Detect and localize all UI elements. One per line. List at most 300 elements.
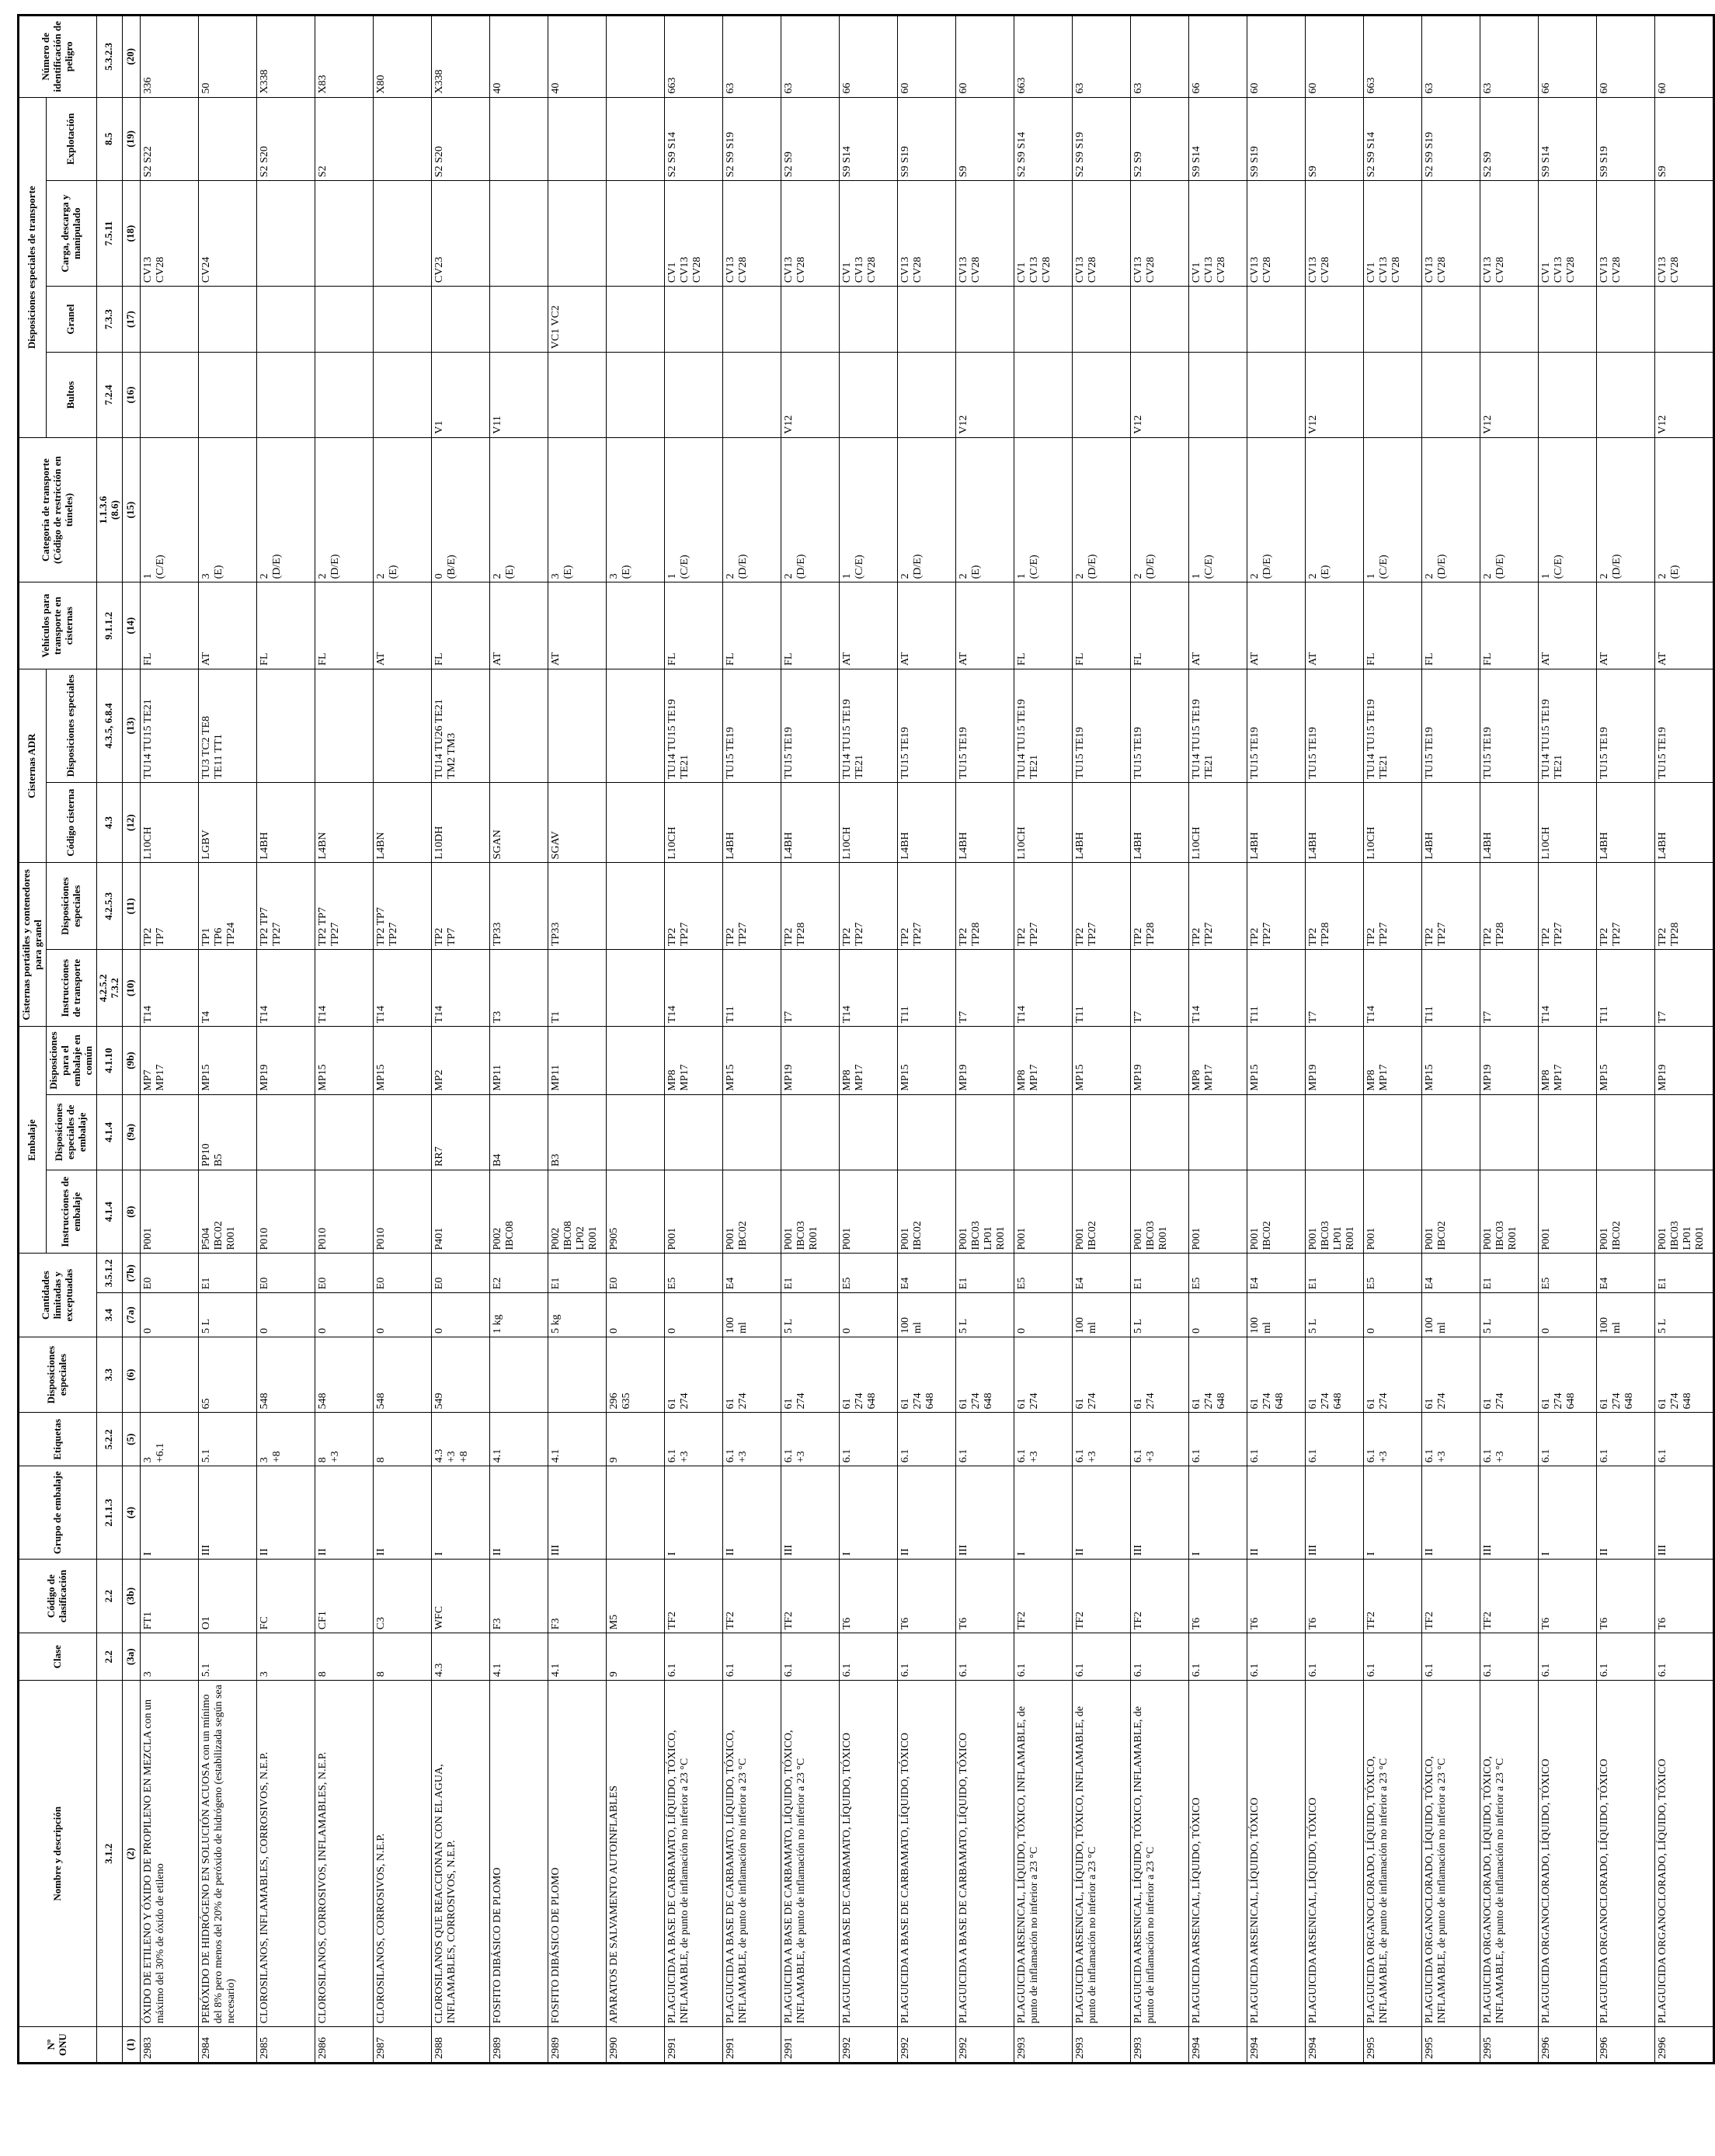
reference-cell: 9.1.1.2 <box>96 582 122 669</box>
table-row <box>1480 16 1538 2064</box>
table-cell: T6 <box>839 1559 897 1633</box>
table-cell: TU14 TU15 TE21 <box>140 669 198 782</box>
table-cell <box>1014 287 1072 353</box>
table-cell: CV1 CV13 CV28 <box>1363 181 1421 287</box>
table-cell: E0 <box>606 1254 664 1293</box>
table-cell: TU3 TC2 TE8 TE11 TT1 <box>198 669 256 782</box>
table-cell: E4 <box>722 1254 781 1293</box>
col-clase: Clase <box>19 1633 97 1681</box>
table-cell: P002 IBC08 LP02 R001 <box>548 1170 606 1254</box>
table-cell: P001 <box>140 1170 198 1254</box>
table-cell: TF2 <box>722 1559 781 1633</box>
table-cell: L4BH <box>256 783 315 863</box>
table-cell: T11 <box>1596 950 1654 1027</box>
column-number-cell: (3a) <box>122 1633 140 1681</box>
table-cell: CV1 CV13 CV28 <box>1188 181 1247 287</box>
table-cell: MP15 <box>1421 1027 1480 1094</box>
name-description-cell: CLOROSILANOS, INFLAMABLES, CORROSIVOS, N.E.P. <box>256 1681 315 2027</box>
table-cell <box>140 1337 198 1412</box>
table-cell: 0 <box>606 1293 664 1337</box>
table-cell: E1 <box>1480 1254 1538 1293</box>
table-cell: TU14 TU15 TE19 TE21 <box>839 669 897 782</box>
table-cell <box>1188 353 1247 438</box>
table-cell: TU14 TU15 TE19 TE21 <box>1188 669 1247 782</box>
table-cell: 100 ml <box>897 1293 955 1337</box>
table-cell: FL <box>1421 582 1480 669</box>
table-cell <box>1654 287 1713 353</box>
table-cell: TF2 <box>1363 1559 1421 1633</box>
table-cell <box>955 1094 1014 1170</box>
table-cell: T6 <box>1188 1559 1247 1633</box>
table-cell <box>722 287 781 353</box>
table-cell: II <box>1421 1466 1480 1560</box>
table-cell: 2 (E) <box>373 437 431 582</box>
table-cell: TU15 TE19 <box>722 669 781 782</box>
table-cell: FL <box>140 582 198 669</box>
table-cell: III <box>955 1466 1014 1560</box>
name-description-cell: PLAGUICIDA ORGANOCLORADO, LÍQUIDO, TÓXICO, INFLAMABLE, de punto de inflamación no inferior a 23 °C <box>1480 1681 1538 2027</box>
table-cell: TU15 TE19 <box>1130 669 1188 782</box>
table-cell: 2 (D/E) <box>1130 437 1188 582</box>
table-cell: FL <box>1363 582 1421 669</box>
table-cell: L4BN <box>315 783 373 863</box>
table-row <box>315 16 373 2064</box>
col-instrucciones-transporte: Instrucciones de transporte <box>46 950 96 1027</box>
table-cell: RR7 <box>431 1094 489 1170</box>
table-cell: P001 IBC02 <box>1596 1170 1654 1254</box>
table-cell <box>897 287 955 353</box>
table-cell <box>373 1094 431 1170</box>
table-cell: 3 <box>256 1633 315 1681</box>
table-cell: P010 <box>256 1170 315 1254</box>
table-cell: LGBV <box>198 783 256 863</box>
table-cell <box>1363 287 1421 353</box>
table-cell: S2 S20 <box>431 97 489 181</box>
table-cell: L4BH <box>781 783 839 863</box>
table-cell: 63 <box>1421 16 1480 98</box>
name-description-cell: PLAGUICIDA ARSENICAL, LÍQUIDO, TÓXICO <box>1188 1681 1247 2027</box>
table-cell <box>140 1094 198 1170</box>
table-cell <box>781 287 839 353</box>
table-cell: T7 <box>1480 950 1538 1027</box>
table-cell: AT <box>955 582 1014 669</box>
name-description-cell: PLAGUICIDA ORGANOCLORADO, LÍQUIDO, TÓXICO, INFLAMABLE, de punto de inflamación no inferior a 23 °C <box>1421 1681 1480 2027</box>
table-cell <box>315 353 373 438</box>
table-cell <box>548 353 606 438</box>
table-cell: 61 274 <box>1072 1337 1130 1412</box>
onu-number-cell: 2992 <box>897 2027 955 2064</box>
table-cell: S2 S9 S14 <box>664 97 722 181</box>
name-description-cell: APARATOS DE SALVAMENTO AUTOINFLABLES <box>606 1681 664 2027</box>
table-cell: 663 <box>1014 16 1072 98</box>
table-cell: 66 <box>839 16 897 98</box>
name-description-cell: PLAGUICIDA ARSENICAL, LÍQUIDO, TÓXICO, INFLAMABLE, de punto de inflamación no inferior a 23 °C <box>1072 1681 1130 2027</box>
table-cell: T6 <box>1654 1559 1713 1633</box>
table-cell: 4.1 <box>489 1633 548 1681</box>
col-carga-descarga: Carga, descarga y manipulado <box>46 181 96 287</box>
header-row-column-numbers <box>122 16 140 2064</box>
table-cell: 336 <box>140 16 198 98</box>
onu-number-cell: 2994 <box>1247 2027 1305 2064</box>
table-cell: 61 274 <box>781 1337 839 1412</box>
table-cell <box>256 669 315 782</box>
onu-number-cell: 2988 <box>431 2027 489 2064</box>
table-cell <box>256 181 315 287</box>
table-cell: 0 <box>256 1293 315 1337</box>
table-cell: I <box>1538 1466 1596 1560</box>
table-cell: L10CH <box>1363 783 1421 863</box>
table-row <box>1188 16 1247 2064</box>
table-cell: 60 <box>1596 16 1654 98</box>
table-cell: 2 (D/E) <box>897 437 955 582</box>
table-cell: T11 <box>1247 950 1305 1027</box>
table-row <box>1363 16 1421 2064</box>
table-cell: 6.1 <box>1654 1633 1713 1681</box>
table-cell: I <box>839 1466 897 1560</box>
table-cell: TP2 TP27 <box>1421 863 1480 950</box>
column-number-cell: (8) <box>122 1170 140 1254</box>
table-cell: 6.1 <box>1188 1633 1247 1681</box>
reference-cell: 1.1.3.6 (8.6) <box>96 437 122 582</box>
col-vehiculos: Vehículos para transporte en cisternas <box>19 582 97 669</box>
table-row <box>1421 16 1480 2064</box>
table-cell: P001 IBC03 LP01 R001 <box>1654 1170 1713 1254</box>
table-cell <box>140 353 198 438</box>
table-cell <box>839 287 897 353</box>
table-cell: S2 S20 <box>256 97 315 181</box>
table-cell: P401 <box>431 1170 489 1254</box>
table-cell: TU15 TE19 <box>1305 669 1363 782</box>
column-number-cell: (19) <box>122 97 140 181</box>
table-cell: II <box>722 1466 781 1560</box>
table-cell: MP19 <box>1480 1027 1538 1094</box>
table-cell: F3 <box>489 1559 548 1633</box>
table-cell: AT <box>839 582 897 669</box>
table-cell: E4 <box>1072 1254 1130 1293</box>
dangerous-goods-table <box>17 14 1715 2064</box>
table-cell: AT <box>897 582 955 669</box>
table-row <box>1596 16 1654 2064</box>
onu-number-cell: 2990 <box>606 2027 664 2064</box>
name-description-cell: PLAGUICIDA ORGANOCLORADO, LÍQUIDO, TÓXICO <box>1596 1681 1654 2027</box>
table-cell: TP2 TP28 <box>1130 863 1188 950</box>
table-cell: MP19 <box>781 1027 839 1094</box>
table-cell: I <box>1188 1466 1247 1560</box>
table-cell: AT <box>1305 582 1363 669</box>
table-cell: 60 <box>1305 16 1363 98</box>
table-row <box>722 16 781 2064</box>
table-cell: 9 <box>606 1413 664 1466</box>
table-row <box>1654 16 1713 2064</box>
table-cell: 6.1 <box>1247 1633 1305 1681</box>
table-cell <box>1072 353 1130 438</box>
table-cell: TP2 TP27 <box>1072 863 1130 950</box>
table-cell: 6.1 <box>1538 1633 1596 1681</box>
table-cell: 3 (E) <box>606 437 664 582</box>
table-cell: T6 <box>897 1559 955 1633</box>
table-cell: 61 274 <box>1480 1337 1538 1412</box>
table-row <box>606 16 664 2064</box>
table-cell: MP8 MP17 <box>1538 1027 1596 1094</box>
table-cell <box>1247 1094 1305 1170</box>
table-cell: 8 <box>373 1633 431 1681</box>
table-cell: I <box>140 1466 198 1560</box>
table-cell: P001 IBC02 <box>897 1170 955 1254</box>
table-cell: MP11 <box>548 1027 606 1094</box>
table-cell <box>606 1466 664 1560</box>
col-instrucciones-embalaje: Instrucciones de embalaje <box>46 1170 96 1254</box>
table-cell: CV1 CV13 CV28 <box>664 181 722 287</box>
table-cell <box>1305 287 1363 353</box>
table-row <box>839 16 897 2064</box>
table-cell: II <box>315 1466 373 1560</box>
table-cell <box>1538 287 1596 353</box>
table-cell: T14 <box>315 950 373 1027</box>
table-cell: 5 kg <box>548 1293 606 1337</box>
table-cell: MP19 <box>1305 1027 1363 1094</box>
table-cell: L10CH <box>664 783 722 863</box>
table-cell: I <box>664 1466 722 1560</box>
column-number-cell: (2) <box>122 1681 140 2027</box>
table-cell: 6.1 <box>897 1413 955 1466</box>
reference-cell: 4.1.4 <box>96 1094 122 1170</box>
table-cell: FL <box>431 582 489 669</box>
table-cell: MP8 MP17 <box>839 1027 897 1094</box>
table-cell: 1 kg <box>489 1293 548 1337</box>
table-cell: E0 <box>140 1254 198 1293</box>
table-cell: E1 <box>1654 1254 1713 1293</box>
table-cell <box>1596 353 1654 438</box>
table-cell: MP15 <box>315 1027 373 1094</box>
table-cell: 61 274 648 <box>1247 1337 1305 1412</box>
table-cell <box>606 950 664 1027</box>
table-cell: 6.1 <box>1538 1413 1596 1466</box>
table-cell: 6.1 <box>1305 1633 1363 1681</box>
table-cell: 6.1 <box>1305 1413 1363 1466</box>
table-cell: 61 274 <box>1014 1337 1072 1412</box>
table-cell: L4BH <box>1247 783 1305 863</box>
table-cell: TU15 TE19 <box>897 669 955 782</box>
table-cell: 0 <box>1188 1293 1247 1337</box>
column-number-cell: (4) <box>122 1466 140 1560</box>
table-cell: 3 +6.1 <box>140 1413 198 1466</box>
table-cell: P002 IBC08 <box>489 1170 548 1254</box>
onu-number-cell: 2995 <box>1421 2027 1480 2064</box>
table-cell: WFC <box>431 1559 489 1633</box>
table-cell: X80 <box>373 16 431 98</box>
col-etiquetas: Etiquetas <box>19 1413 97 1466</box>
table-cell: T11 <box>1421 950 1480 1027</box>
table-cell: P001 IBC03 LP01 R001 <box>955 1170 1014 1254</box>
reference-cell: 7.2.4 <box>96 353 122 438</box>
reference-cell: 4.1.10 <box>96 1027 122 1094</box>
table-cell: E1 <box>1130 1254 1188 1293</box>
table-cell: 8 <box>315 1633 373 1681</box>
name-description-cell: CLOROSILANOS QUE REACCIONAN CON EL AGUA, INFLAMABLES, CORROSIVOS, N.E.P. <box>431 1681 489 2027</box>
table-cell: III <box>548 1466 606 1560</box>
table-cell <box>1014 1094 1072 1170</box>
onu-number-cell: 2993 <box>1072 2027 1130 2064</box>
table-cell: CV13 CV28 <box>897 181 955 287</box>
col-disposiciones-especiales: Disposiciones especiales <box>19 1337 97 1412</box>
onu-number-cell: 2991 <box>664 2027 722 2064</box>
table-cell: FL <box>1014 582 1072 669</box>
table-cell: 0 <box>315 1293 373 1337</box>
table-cell: 5.1 <box>198 1633 256 1681</box>
table-cell: TF2 <box>664 1559 722 1633</box>
col-numero-peligro: Número de identificación de peligro <box>19 16 97 98</box>
table-row <box>373 16 431 2064</box>
table-cell: L4BH <box>1072 783 1130 863</box>
col-disp-especiales-cisterna: Disposiciones especiales <box>46 669 96 782</box>
table-cell: TP2 TP27 <box>1363 863 1421 950</box>
table-cell: S2 S9 S14 <box>1014 97 1072 181</box>
table-cell: 0 (B/E) <box>431 437 489 582</box>
table-row <box>256 16 315 2064</box>
table-cell <box>897 1094 955 1170</box>
column-number-cell: (17) <box>122 287 140 353</box>
table-cell: T14 <box>256 950 315 1027</box>
column-number-cell: (15) <box>122 437 140 582</box>
table-cell: III <box>1305 1466 1363 1560</box>
table-cell: TF2 <box>1130 1559 1188 1633</box>
reference-cell: 3.5.1.2 <box>96 1254 122 1293</box>
table-cell <box>1421 1094 1480 1170</box>
table-cell: 5 L <box>1654 1293 1713 1337</box>
table-row <box>1014 16 1072 2064</box>
onu-number-cell: 2993 <box>1130 2027 1188 2064</box>
column-number-cell: (5) <box>122 1413 140 1466</box>
table-row <box>1130 16 1188 2064</box>
table-cell: 2 (E) <box>1305 437 1363 582</box>
table-cell: E2 <box>489 1254 548 1293</box>
table-cell <box>1188 287 1247 353</box>
table-cell: III <box>781 1466 839 1560</box>
table-cell: P001 <box>664 1170 722 1254</box>
table-cell: T7 <box>1305 950 1363 1027</box>
table-cell: 4.3 <box>431 1633 489 1681</box>
table-cell: 0 <box>140 1293 198 1337</box>
table-cell <box>256 287 315 353</box>
table-cell: V11 <box>489 353 548 438</box>
table-cell: III <box>1654 1466 1713 1560</box>
table-cell: L4BH <box>1596 783 1654 863</box>
column-number-cell: (14) <box>122 582 140 669</box>
table-cell: 61 274 <box>664 1337 722 1412</box>
table-cell: FL <box>664 582 722 669</box>
table-cell: 3 (E) <box>548 437 606 582</box>
reference-cell: 4.1.4 <box>96 1170 122 1254</box>
name-description-cell: PLAGUICIDA A BASE DE CARBAMATO, LÍQUIDO, TÓXICO, INFLAMABLE, de punto de inflamación no inferior a 23 °C <box>664 1681 722 2027</box>
name-description-cell: PLAGUICIDA ARSENICAL, LÍQUIDO, TÓXICO, INFLAMABLE, de punto de inflamación no inferior a 23 °C <box>1014 1681 1072 2027</box>
table-cell: I <box>1363 1466 1421 1560</box>
col-onu: Nº ONU <box>19 2027 97 2064</box>
table-cell: V12 <box>1305 353 1363 438</box>
table-cell: 6.1 +3 <box>664 1413 722 1466</box>
table-cell: 6.1 +3 <box>1363 1413 1421 1466</box>
table-cell: TU15 TE19 <box>1072 669 1130 782</box>
table-cell: L4BH <box>1421 783 1480 863</box>
table-cell <box>198 287 256 353</box>
table-cell: MP15 <box>1247 1027 1305 1094</box>
table-cell <box>1305 1094 1363 1170</box>
table-cell: 6.1 <box>897 1633 955 1681</box>
table-cell <box>606 181 664 287</box>
name-description-cell: ÓXIDO DE ETILENO Y ÓXIDO DE PROPILENO EN MEZCLA con un máximo del 30% de óxido de etileno <box>140 1681 198 2027</box>
table-cell: V12 <box>1654 353 1713 438</box>
table-cell: 63 <box>781 16 839 98</box>
table-cell: 40 <box>548 16 606 98</box>
table-cell: 50 <box>198 16 256 98</box>
table-cell <box>1538 353 1596 438</box>
table-cell: 6.1 +3 <box>1480 1413 1538 1466</box>
table-cell: E1 <box>781 1254 839 1293</box>
table-cell: CV13 CV28 <box>1072 181 1130 287</box>
table-cell: FL <box>722 582 781 669</box>
table-cell: T6 <box>1596 1559 1654 1633</box>
table-cell: CV1 CV13 CV28 <box>839 181 897 287</box>
reference-cell: 4.2.5.2 7.3.2 <box>96 950 122 1027</box>
table-cell: 663 <box>1363 16 1421 98</box>
col-bultos: Bultos <box>46 353 96 438</box>
table-cell: E5 <box>1363 1254 1421 1293</box>
table-cell: P001 IBC02 <box>722 1170 781 1254</box>
table-cell: CV24 <box>198 181 256 287</box>
table-cell: E1 <box>955 1254 1014 1293</box>
table-cell: II <box>489 1466 548 1560</box>
name-description-cell: FOSFITO DIBÁSICO DE PLOMO <box>548 1681 606 2027</box>
table-cell <box>1596 1094 1654 1170</box>
table-cell: 6.1 +3 <box>1014 1413 1072 1466</box>
column-number-cell: (6) <box>122 1337 140 1412</box>
name-description-cell: PLAGUICIDA ORGANOCLORADO, LÍQUIDO, TÓXICO <box>1538 1681 1596 2027</box>
table-cell: 6.1 <box>1363 1633 1421 1681</box>
table-cell: 61 274 <box>1130 1337 1188 1412</box>
table-cell: TP2 TP27 <box>722 863 781 950</box>
col-cantidades-limitadas: Cantidades limitadas y exceptuadas <box>19 1254 97 1337</box>
table-cell: AT <box>198 582 256 669</box>
table-cell: 61 274 <box>1363 1337 1421 1412</box>
column-number-cell: (18) <box>122 181 140 287</box>
table-cell: 3 (E) <box>198 437 256 582</box>
table-cell: T14 <box>1538 950 1596 1027</box>
name-description-cell: PLAGUICIDA ORGANOCLORADO, LÍQUIDO, TÓXICO, INFLAMABLE, de punto de inflamación no inferior a 23 °C <box>1363 1681 1421 2027</box>
table-cell: 6.1 <box>955 1633 1014 1681</box>
table-cell: TP1 TP6 TP24 <box>198 863 256 950</box>
table-cell: CV13 CV28 <box>955 181 1014 287</box>
table-cell: L4BH <box>897 783 955 863</box>
table-cell: 63 <box>722 16 781 98</box>
table-cell: 66 <box>1188 16 1247 98</box>
table-cell <box>897 353 955 438</box>
table-cell: 6.1 <box>1654 1413 1713 1466</box>
table-cell: CV13 CV28 <box>1654 181 1713 287</box>
table-cell: 0 <box>1538 1293 1596 1337</box>
table-cell: 6.1 <box>1596 1633 1654 1681</box>
table-cell: 100 ml <box>1596 1293 1654 1337</box>
name-description-cell: PLAGUICIDA A BASE DE CARBAMATO, LÍQUIDO, TÓXICO, INFLAMABLE, de punto de inflamación no inferior a 23 °C <box>722 1681 781 2027</box>
table-cell: L10CH <box>1014 783 1072 863</box>
table-cell: TP2 TP27 <box>1014 863 1072 950</box>
table-cell <box>606 1094 664 1170</box>
table-cell: 6.1 <box>1188 1413 1247 1466</box>
table-cell: P001 IBC03 R001 <box>1130 1170 1188 1254</box>
table-cell: 100 ml <box>722 1293 781 1337</box>
table-cell: T14 <box>839 950 897 1027</box>
table-cell: E5 <box>1188 1254 1247 1293</box>
table-cell: 6.1 <box>839 1633 897 1681</box>
name-description-cell: PLAGUICIDA A BASE DE CARBAMATO, LÍQUIDO, TÓXICO <box>897 1681 955 2027</box>
